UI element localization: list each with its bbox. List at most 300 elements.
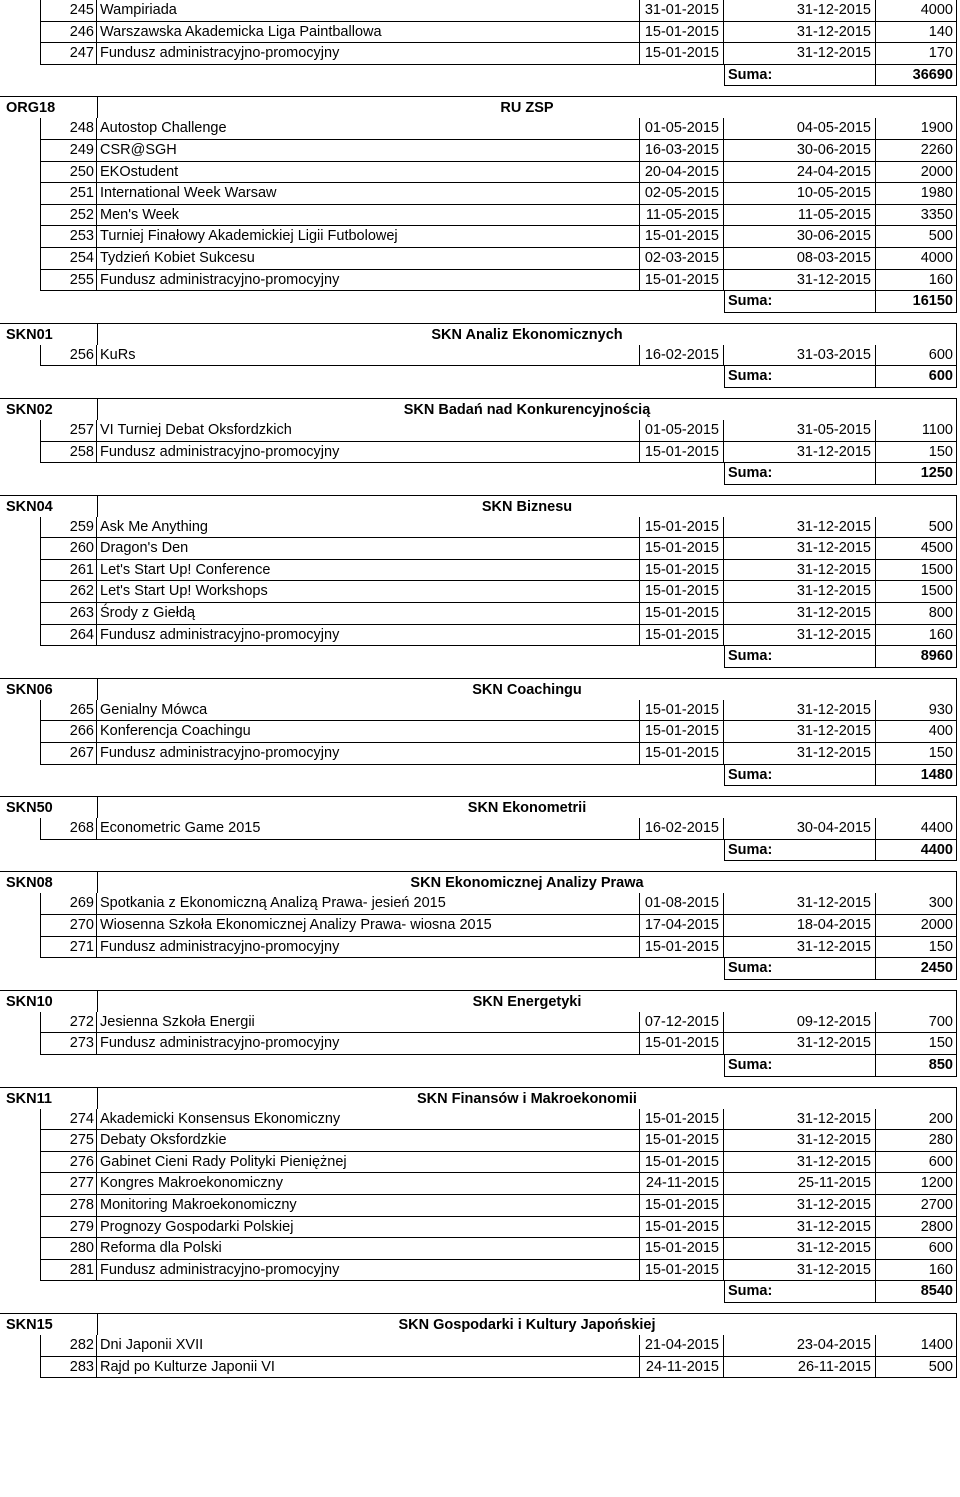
start-date: 01-08-2015 [640, 893, 724, 915]
sum-value: 1480 [876, 765, 957, 787]
amount: 150 [876, 937, 957, 959]
start-date: 01-05-2015 [640, 118, 724, 140]
event-name: Debaty Oksfordzkie [97, 1130, 640, 1152]
row-number: 253 [40, 226, 97, 248]
table-row [0, 538, 960, 560]
sum-row [0, 1055, 960, 1077]
sum-row [0, 958, 960, 980]
sum-row [0, 291, 960, 313]
table-row [0, 818, 960, 840]
table-row [0, 517, 960, 539]
end-date: 24-04-2015 [724, 162, 876, 184]
sum-row [0, 65, 960, 87]
event-name: Ask Me Anything [97, 517, 640, 539]
table-row [0, 442, 960, 464]
row-number: 274 [40, 1109, 97, 1131]
event-name: Prognozy Gospodarki Polskiej [97, 1217, 640, 1239]
table-row [0, 1335, 960, 1357]
row-number: 246 [40, 22, 97, 44]
start-date: 16-03-2015 [640, 140, 724, 162]
end-date: 31-12-2015 [724, 0, 876, 22]
sum-row [0, 646, 960, 668]
end-date: 31-12-2015 [724, 1260, 876, 1282]
section-gap [0, 1077, 960, 1087]
end-date: 31-12-2015 [724, 22, 876, 44]
section-gap [0, 980, 960, 990]
table-row [0, 603, 960, 625]
event-name: KuRs [97, 345, 640, 367]
section-code: SKN08 [0, 871, 97, 893]
start-date: 15-01-2015 [640, 270, 724, 292]
start-date: 15-01-2015 [640, 1217, 724, 1239]
section-block [0, 1077, 960, 1303]
end-date: 31-12-2015 [724, 1130, 876, 1152]
end-date: 30-06-2015 [724, 140, 876, 162]
start-date: 15-01-2015 [640, 581, 724, 603]
event-name: Econometric Game 2015 [97, 818, 640, 840]
start-date: 15-01-2015 [640, 517, 724, 539]
section-code: SKN04 [0, 495, 97, 517]
section-code: SKN15 [0, 1313, 97, 1335]
end-date: 31-12-2015 [724, 581, 876, 603]
amount: 2700 [876, 1195, 957, 1217]
row-number: 271 [40, 937, 97, 959]
amount: 930 [876, 700, 957, 722]
start-date: 21-04-2015 [640, 1335, 724, 1357]
end-date: 31-12-2015 [724, 1217, 876, 1239]
start-date: 15-01-2015 [640, 603, 724, 625]
amount: 1900 [876, 118, 957, 140]
section-title: RU ZSP [97, 96, 957, 118]
amount: 140 [876, 22, 957, 44]
event-name: Turniej Finałowy Akademickiej Ligii Futbolowej [97, 226, 640, 248]
end-date: 10-05-2015 [724, 183, 876, 205]
amount: 200 [876, 1109, 957, 1131]
end-date: 31-12-2015 [724, 625, 876, 647]
row-number: 251 [40, 183, 97, 205]
end-date: 30-04-2015 [724, 818, 876, 840]
section-block [0, 668, 960, 786]
section-code: SKN06 [0, 678, 97, 700]
section-code: ORG18 [0, 96, 97, 118]
section-header [0, 1087, 960, 1109]
start-date: 11-05-2015 [640, 205, 724, 227]
amount: 500 [876, 1357, 957, 1379]
end-date: 31-12-2015 [724, 270, 876, 292]
event-name: Fundusz administracyjno-promocyjny [97, 625, 640, 647]
section-block [0, 86, 960, 312]
section-title: SKN Biznesu [97, 495, 957, 517]
end-date: 08-03-2015 [724, 248, 876, 270]
row-number: 283 [40, 1357, 97, 1379]
end-date: 26-11-2015 [724, 1357, 876, 1379]
section-gap [0, 485, 960, 495]
table-row [0, 1130, 960, 1152]
section-block [0, 313, 960, 388]
section-gap [0, 668, 960, 678]
end-date: 31-12-2015 [724, 700, 876, 722]
section-title: SKN Energetyki [97, 990, 957, 1012]
sum-row [0, 840, 960, 862]
row-number: 262 [40, 581, 97, 603]
table-row [0, 162, 960, 184]
end-date: 31-12-2015 [724, 1195, 876, 1217]
row-number: 279 [40, 1217, 97, 1239]
end-date: 31-12-2015 [724, 1033, 876, 1055]
start-date: 15-01-2015 [640, 721, 724, 743]
sum-label: Suma: [724, 1055, 876, 1077]
start-date: 17-04-2015 [640, 915, 724, 937]
start-date: 15-01-2015 [640, 1130, 724, 1152]
end-date: 23-04-2015 [724, 1335, 876, 1357]
table-row [0, 743, 960, 765]
table-row [0, 183, 960, 205]
row-number: 267 [40, 743, 97, 765]
table-row [0, 270, 960, 292]
row-number: 282 [40, 1335, 97, 1357]
row-number: 249 [40, 140, 97, 162]
section-header [0, 495, 960, 517]
row-number: 272 [40, 1012, 97, 1034]
sum-value: 8540 [876, 1281, 957, 1303]
row-number: 278 [40, 1195, 97, 1217]
amount: 4500 [876, 538, 957, 560]
row-number: 259 [40, 517, 97, 539]
row-number: 256 [40, 345, 97, 367]
start-date: 24-11-2015 [640, 1357, 724, 1379]
event-name: Wiosenna Szkoła Ekonomicznej Analizy Prawa- wiosna 2015 [97, 915, 640, 937]
sum-value: 8960 [876, 646, 957, 668]
section-block [0, 0, 960, 86]
sum-value: 36690 [876, 65, 957, 87]
amount: 1100 [876, 420, 957, 442]
table-row [0, 345, 960, 367]
table-row [0, 937, 960, 959]
event-name: Genialny Mówca [97, 700, 640, 722]
event-name: Fundusz administracyjno-promocyjny [97, 1260, 640, 1282]
sum-label: Suma: [724, 958, 876, 980]
amount: 1400 [876, 1335, 957, 1357]
start-date: 15-01-2015 [640, 743, 724, 765]
section-title: SKN Ekonometrii [97, 796, 957, 818]
event-name: CSR@SGH [97, 140, 640, 162]
event-name: EKOstudent [97, 162, 640, 184]
start-date: 15-01-2015 [640, 226, 724, 248]
table-row [0, 1012, 960, 1034]
table-row [0, 560, 960, 582]
row-number: 254 [40, 248, 97, 270]
section-block [0, 786, 960, 861]
section-title: SKN Finansów i Makroekonomii [97, 1087, 957, 1109]
section-header [0, 678, 960, 700]
table-row [0, 0, 960, 22]
start-date: 02-05-2015 [640, 183, 724, 205]
table-row [0, 118, 960, 140]
sum-value: 4400 [876, 840, 957, 862]
table-row [0, 1357, 960, 1379]
event-name: Men's Week [97, 205, 640, 227]
event-name: Gabinet Cieni Rady Polityki Pieniężnej [97, 1152, 640, 1174]
table-row [0, 721, 960, 743]
start-date: 15-01-2015 [640, 43, 724, 65]
event-name: VI Turniej Debat Oksfordzkich [97, 420, 640, 442]
start-date: 15-01-2015 [640, 700, 724, 722]
section-block [0, 388, 960, 485]
section-block [0, 861, 960, 979]
event-name: Rajd po Kulturze Japonii VI [97, 1357, 640, 1379]
amount: 150 [876, 1033, 957, 1055]
amount: 800 [876, 603, 957, 625]
table-row [0, 420, 960, 442]
section-gap [0, 786, 960, 796]
table-row [0, 1109, 960, 1131]
amount: 2800 [876, 1217, 957, 1239]
event-name: Fundusz administracyjno-promocyjny [97, 1033, 640, 1055]
amount: 3350 [876, 205, 957, 227]
sum-label: Suma: [724, 291, 876, 313]
start-date: 15-01-2015 [640, 22, 724, 44]
section-header [0, 1313, 960, 1335]
end-date: 31-05-2015 [724, 420, 876, 442]
start-date: 15-01-2015 [640, 1033, 724, 1055]
start-date: 15-01-2015 [640, 1152, 724, 1174]
row-number: 260 [40, 538, 97, 560]
section-header [0, 96, 960, 118]
event-name: Fundusz administracyjno-promocyjny [97, 442, 640, 464]
section-header [0, 398, 960, 420]
event-name: Fundusz administracyjno-promocyjny [97, 43, 640, 65]
start-date: 15-01-2015 [640, 538, 724, 560]
start-date: 15-01-2015 [640, 442, 724, 464]
table-row [0, 1195, 960, 1217]
amount: 2260 [876, 140, 957, 162]
table-row [0, 248, 960, 270]
row-number: 247 [40, 43, 97, 65]
section-code: SKN10 [0, 990, 97, 1012]
sum-label: Suma: [724, 646, 876, 668]
section-block [0, 1303, 960, 1378]
end-date: 25-11-2015 [724, 1173, 876, 1195]
sum-label: Suma: [724, 840, 876, 862]
start-date: 15-01-2015 [640, 1195, 724, 1217]
table-row [0, 1033, 960, 1055]
amount: 2000 [876, 162, 957, 184]
table-row [0, 581, 960, 603]
amount: 400 [876, 721, 957, 743]
event-name: Kongres Makroekonomiczny [97, 1173, 640, 1195]
amount: 1200 [876, 1173, 957, 1195]
row-number: 263 [40, 603, 97, 625]
section-code: SKN50 [0, 796, 97, 818]
end-date: 31-03-2015 [724, 345, 876, 367]
sum-label: Suma: [724, 1281, 876, 1303]
table-row [0, 22, 960, 44]
section-header [0, 323, 960, 345]
event-name: Reforma dla Polski [97, 1238, 640, 1260]
table-row [0, 700, 960, 722]
amount: 150 [876, 442, 957, 464]
section-title: SKN Analiz Ekonomicznych [97, 323, 957, 345]
event-name: Let's Start Up! Workshops [97, 581, 640, 603]
end-date: 31-12-2015 [724, 560, 876, 582]
section-code: SKN02 [0, 398, 97, 420]
section-gap [0, 313, 960, 323]
end-date: 18-04-2015 [724, 915, 876, 937]
start-date: 15-01-2015 [640, 625, 724, 647]
table-row [0, 1152, 960, 1174]
section-title: SKN Coachingu [97, 678, 957, 700]
sum-value: 1250 [876, 463, 957, 485]
amount: 160 [876, 625, 957, 647]
start-date: 02-03-2015 [640, 248, 724, 270]
section-title: SKN Badań nad Konkurencyjnością [97, 398, 957, 420]
sum-row [0, 366, 960, 388]
start-date: 01-05-2015 [640, 420, 724, 442]
event-name: Spotkania z Ekonomiczną Analizą Prawa- jesień 2015 [97, 893, 640, 915]
amount: 500 [876, 226, 957, 248]
amount: 280 [876, 1130, 957, 1152]
event-name: Jesienna Szkoła Energii [97, 1012, 640, 1034]
table-row [0, 1173, 960, 1195]
row-number: 280 [40, 1238, 97, 1260]
start-date: 15-01-2015 [640, 1238, 724, 1260]
table-row [0, 915, 960, 937]
row-number: 257 [40, 420, 97, 442]
end-date: 31-12-2015 [724, 43, 876, 65]
section-gap [0, 1303, 960, 1313]
sum-row [0, 463, 960, 485]
start-date: 15-01-2015 [640, 937, 724, 959]
event-name: Akademicki Konsensus Ekonomiczny [97, 1109, 640, 1131]
row-number: 261 [40, 560, 97, 582]
row-number: 277 [40, 1173, 97, 1195]
end-date: 31-12-2015 [724, 937, 876, 959]
end-date: 31-12-2015 [724, 1152, 876, 1174]
start-date: 15-01-2015 [640, 1109, 724, 1131]
event-name: Autostop Challenge [97, 118, 640, 140]
sum-value: 16150 [876, 291, 957, 313]
end-date: 31-12-2015 [724, 1109, 876, 1131]
sum-row [0, 765, 960, 787]
start-date: 16-02-2015 [640, 818, 724, 840]
row-number: 275 [40, 1130, 97, 1152]
table-row [0, 140, 960, 162]
amount: 500 [876, 517, 957, 539]
section-header [0, 990, 960, 1012]
end-date: 31-12-2015 [724, 893, 876, 915]
event-name: Dragon's Den [97, 538, 640, 560]
section-gap [0, 388, 960, 398]
amount: 160 [876, 1260, 957, 1282]
section-block [0, 485, 960, 668]
amount: 4000 [876, 0, 957, 22]
event-name: Dni Japonii XVII [97, 1335, 640, 1357]
event-name: Środy z Giełdą [97, 603, 640, 625]
row-number: 265 [40, 700, 97, 722]
sum-value: 600 [876, 366, 957, 388]
end-date: 31-12-2015 [724, 603, 876, 625]
start-date: 07-12-2015 [640, 1012, 724, 1034]
event-name: International Week Warsaw [97, 183, 640, 205]
event-name: Fundusz administracyjno-promocyjny [97, 270, 640, 292]
amount: 170 [876, 43, 957, 65]
amount: 2000 [876, 915, 957, 937]
end-date: 31-12-2015 [724, 743, 876, 765]
row-number: 245 [40, 0, 97, 22]
sum-row [0, 1281, 960, 1303]
end-date: 31-12-2015 [724, 517, 876, 539]
row-number: 252 [40, 205, 97, 227]
event-name: Tydzień Kobiet Sukcesu [97, 248, 640, 270]
end-date: 09-12-2015 [724, 1012, 876, 1034]
row-number: 269 [40, 893, 97, 915]
start-date: 15-01-2015 [640, 1260, 724, 1282]
row-number: 258 [40, 442, 97, 464]
amount: 150 [876, 743, 957, 765]
sum-label: Suma: [724, 765, 876, 787]
amount: 600 [876, 345, 957, 367]
end-date: 31-12-2015 [724, 1238, 876, 1260]
start-date: 16-02-2015 [640, 345, 724, 367]
start-date: 15-01-2015 [640, 560, 724, 582]
amount: 1500 [876, 581, 957, 603]
table-row [0, 205, 960, 227]
sum-label: Suma: [724, 65, 876, 87]
event-name: Wampiriada [97, 0, 640, 22]
table-row [0, 1260, 960, 1282]
event-name: Fundusz administracyjno-promocyjny [97, 743, 640, 765]
section-code: SKN01 [0, 323, 97, 345]
event-name: Let's Start Up! Conference [97, 560, 640, 582]
table-row [0, 1217, 960, 1239]
table-row [0, 226, 960, 248]
end-date: 31-12-2015 [724, 442, 876, 464]
amount: 1500 [876, 560, 957, 582]
row-number: 273 [40, 1033, 97, 1055]
end-date: 31-12-2015 [724, 721, 876, 743]
row-number: 276 [40, 1152, 97, 1174]
table-row [0, 893, 960, 915]
table-row [0, 625, 960, 647]
row-number: 264 [40, 625, 97, 647]
sum-value: 850 [876, 1055, 957, 1077]
section-header [0, 796, 960, 818]
end-date: 04-05-2015 [724, 118, 876, 140]
end-date: 30-06-2015 [724, 226, 876, 248]
row-number: 281 [40, 1260, 97, 1282]
amount: 1980 [876, 183, 957, 205]
row-number: 248 [40, 118, 97, 140]
amount: 300 [876, 893, 957, 915]
amount: 160 [876, 270, 957, 292]
event-name: Konferencja Coachingu [97, 721, 640, 743]
sum-label: Suma: [724, 366, 876, 388]
event-name: Warszawska Akademicka Liga Paintballowa [97, 22, 640, 44]
section-gap [0, 861, 960, 871]
amount: 600 [876, 1238, 957, 1260]
start-date: 20-04-2015 [640, 162, 724, 184]
amount: 700 [876, 1012, 957, 1034]
row-number: 255 [40, 270, 97, 292]
start-date: 31-01-2015 [640, 0, 724, 22]
section-header [0, 871, 960, 893]
section-title: SKN Gospodarki i Kultury Japońskiej [97, 1313, 957, 1335]
sum-value: 2450 [876, 958, 957, 980]
row-number: 250 [40, 162, 97, 184]
section-block [0, 980, 960, 1077]
table-row [0, 1238, 960, 1260]
end-date: 31-12-2015 [724, 538, 876, 560]
